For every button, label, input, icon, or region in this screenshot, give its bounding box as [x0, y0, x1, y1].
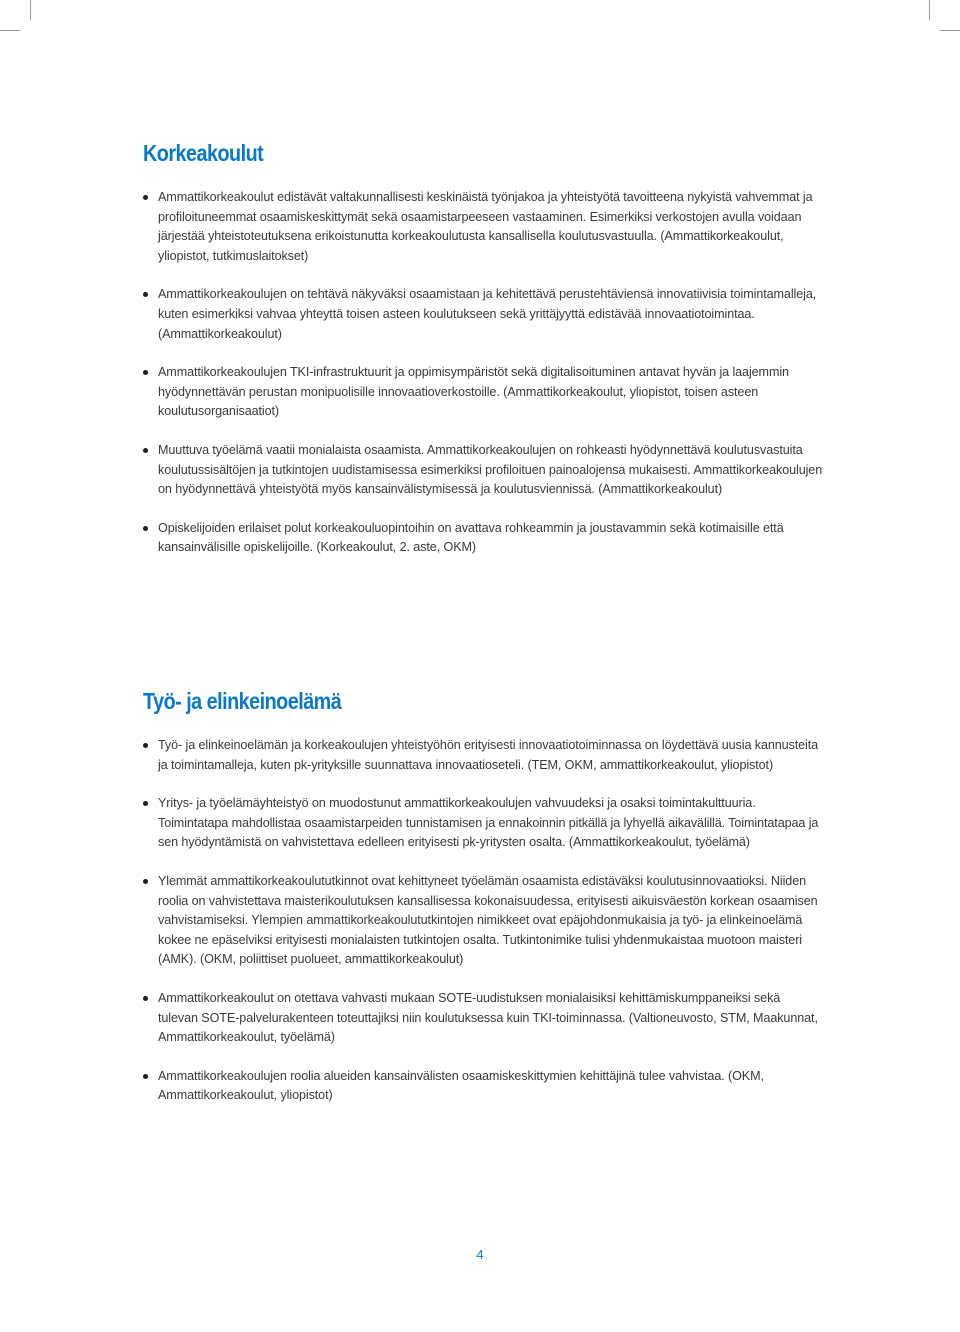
section-korkeakoulut — [143, 138, 823, 577]
bullet-dot-icon — [143, 448, 148, 453]
bullet-list — [143, 188, 823, 558]
list-item-text: Yritys- ja työelämäyhteistyö on muodostunut ammattikorkeakoulujen vahvuudeksi ja osaksi toimintakulttuuria. Toimintatapa mahdollistaa osaamistarpeiden tunnistamisen ja ennakoinnin pitkällä ja lyhyellä aikavälillä. Toimintatapaa ja sen hyödyntämistä on vahvistettava edelleen erityisesti pk-yritysten osalta. (Ammattikorkeakoulut, työelämä) — [158, 796, 819, 850]
list-item-text: Ammattikorkeakoulut edistävät valtakunnallisesti keskinäistä työnjakoa ja yhteistyötä tavoitteena nykyistä vahvemmat ja profiloituneemmat osaamiskeskittymät sekä osaamistarpeeseen vastaaminen. Esimerkiksi verkostojen avulla voidaan järjestää yhteistoteutuksena erikoistunutta korkeakoulutusta kansallisella koulutusvastuulla. (Ammattikorkeakoulut, yliopistot, tutkimuslaitokset) — [158, 190, 813, 263]
bullet-dot-icon — [143, 743, 148, 748]
bullet-dot-icon — [143, 801, 148, 806]
list-item — [143, 794, 823, 853]
list-item-text: Ammattikorkeakoulujen on tehtävä näkyväksi osaamistaan ja kehitettävä perustehtäviensä innovatiivisia toimintamalleja, kuten esimerkiksi vahvaa yhteyttä toisen asteen koulutukseen sekä yrittäjyyttä edistävää innovaatiotoimintaa. (Ammattikorkeakoulut) — [158, 287, 817, 341]
list-item — [143, 872, 823, 970]
crop-mark-top-right-v — [929, 0, 930, 20]
bullet-dot-icon — [143, 292, 148, 297]
crop-mark-top-left-h — [0, 30, 20, 31]
section-tyo-ja-elinkeinoelama — [143, 686, 823, 1125]
bullet-dot-icon — [143, 1074, 148, 1079]
list-item-text: Ammattikorkeakoulujen TKI-infrastruktuurit ja oppimisympäristöt sekä digitalisoituminen antavat hyvän ja laajemmin hyödynnettävän perustan monipuolisille innovaatioverkostoille. (Ammattikorkeakoulut, yliopistot, toisen asteen koulutusorganisaatiot) — [158, 365, 789, 419]
page-number: 4 — [476, 1247, 484, 1262]
crop-mark-top-right-h — [940, 30, 960, 31]
bullet-dot-icon — [143, 879, 148, 884]
list-item-text: Ylemmät ammattikorkeakoulututkinnot ovat kehittyneet työelämän osaamista edistäväksi koulutusinnovaatioksi. Niiden roolia on vahvistettava maisterikoulutuksen kansallisessa kokonaisuudessa, erityisesti aikuisväestön korkean osaamisen vahvistamiseksi. Ylempien ammattikorkeakoulututkintojen nimikkeet ovat epäjohdonmukaisia ja työ- ja elinkeinoelämä kokee ne epäselviksi erityisesti monialaisten tutkintojen osalta. Tutkintonimike tulisi yhdenmukaistaa muotoon maisteri (AMK). (OKM, poliittiset puolueet, ammattikorkeakoulut) — [158, 873, 818, 967]
list-item-text: Ammattikorkeakoulut on otettava vahvasti mukaan SOTE-uudistuksen monialaisiksi kehittämiskumppaneiksi sekä tulevan SOTE-palvelurakenteen toteuttajiksi niin koulutuksessa kuin TKI-toiminnassa. (Valtioneuvosto, STM, Maakunnat, Ammattikorkeakoulut, työelämä) — [158, 990, 818, 1045]
list-item-text: Työ- ja elinkeinoelämän ja korkeakoulujen yhteistyöhön erityisesti innovaatiotoiminnassa on löydettävä uusia kannusteita ja toimintamalleja, kuten pk-yrityksille suunnattava innovaatioseteli. (TEM, OKM, ammattikorkeakoulut, yliopistot) — [158, 738, 819, 772]
list-item — [143, 989, 823, 1048]
list-item — [143, 363, 823, 422]
bullet-dot-icon — [143, 370, 148, 375]
list-item — [143, 188, 823, 266]
crop-mark-top-left-v — [30, 0, 31, 20]
list-item — [143, 519, 823, 558]
list-item — [143, 285, 823, 344]
bullet-dot-icon — [143, 996, 148, 1001]
list-item — [143, 441, 823, 500]
list-item-text: Ammattikorkeakoulujen roolia alueiden kansainvälisten osaamiskeskittymien kehittäjinä tulee vahvistaa. (OKM, Ammattikorkeakoulut, yliopistot) — [158, 1068, 764, 1103]
list-item-text: Muuttuva työelämä vaatii monialaista osaamista. Ammattikorkeakoulujen on rohkeasti hyödynnettävä koulutusvastuita koulutussisältöjen ja tutkintojen uudistamisessa esimerkiksi profiloituen painoalojensa mukaisesti. Ammattikorkeakoulujen on hyödynnettävä yhteistyötä myös kansainvälistymisessä ja koulutusviennissä. (Ammattikorkeakoulut) — [158, 442, 823, 497]
bullet-dot-icon — [143, 195, 148, 200]
list-item — [143, 1067, 823, 1106]
list-item-text: Opiskelijoiden erilaiset polut korkeakouluopintoihin on avattava rohkeammin ja joustavammin sekä kotimaisille että kansainvälisille opiskelijoille. (Korkeakoulut, 2. aste, OKM) — [158, 520, 784, 555]
section-heading: Korkeakoulut — [143, 140, 264, 166]
bullet-dot-icon — [143, 526, 148, 531]
section-heading: Työ- ja elinkeinoelämä — [143, 688, 342, 714]
list-item — [143, 736, 823, 775]
bullet-list — [143, 736, 823, 1106]
